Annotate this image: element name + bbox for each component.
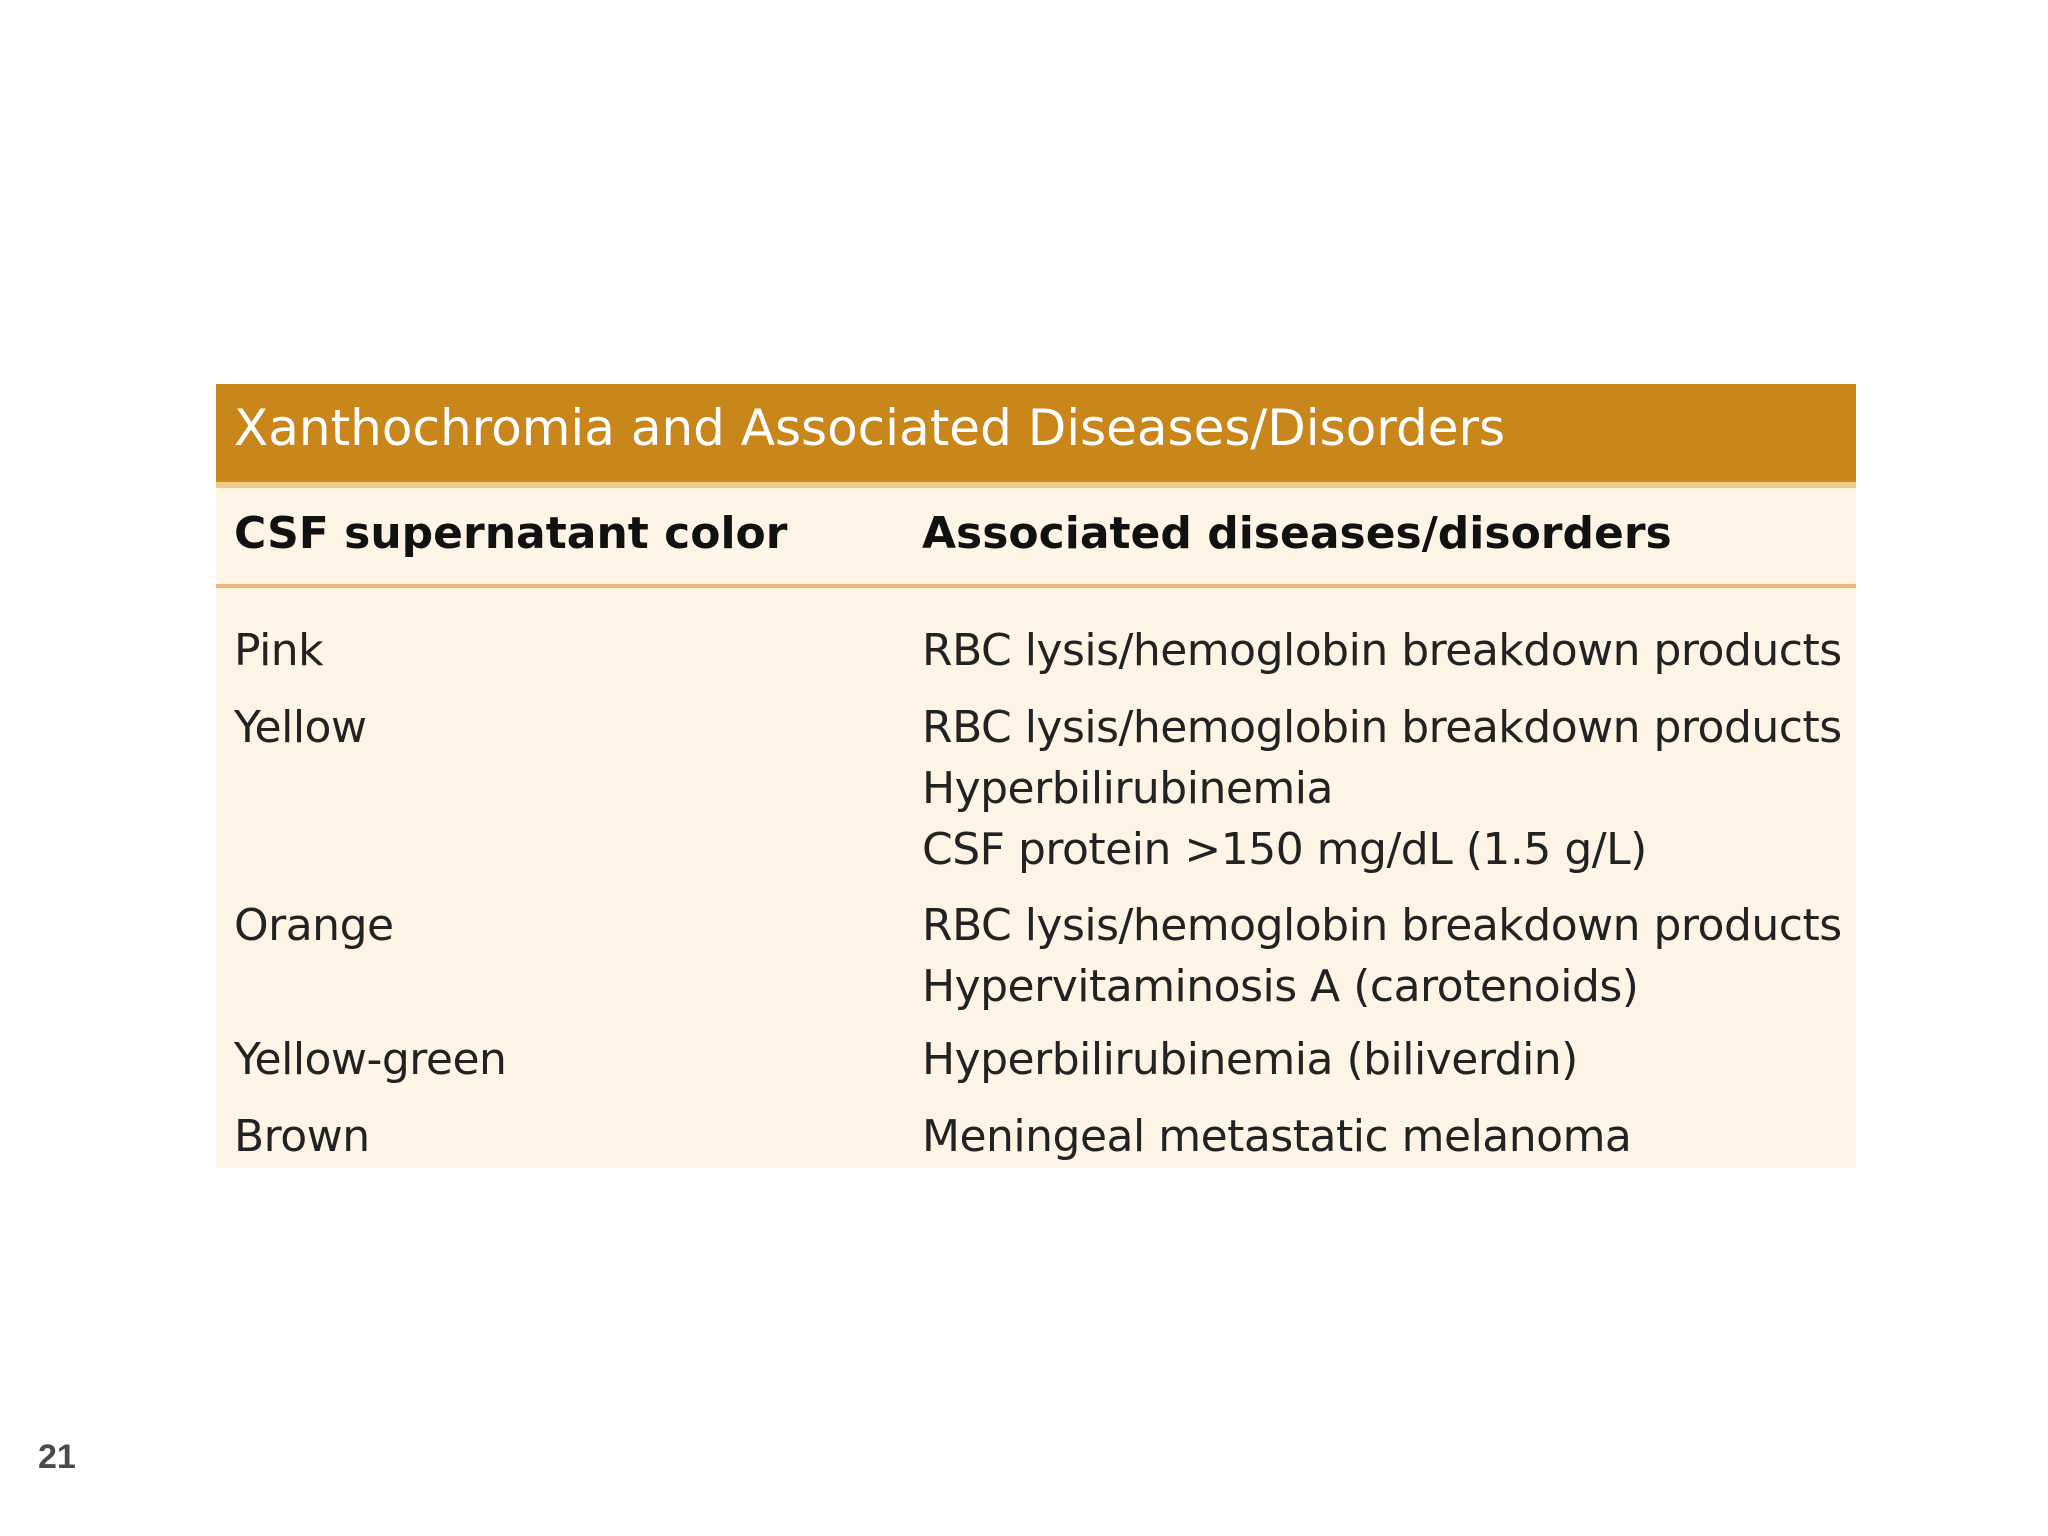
- disease-line: RBC lysis/hemoglobin breakdown products: [922, 900, 1842, 951]
- disease-line: CSF protein >150 mg/dL (1.5 g/L): [922, 824, 1647, 875]
- header-csf-color: CSF supernatant color: [234, 508, 788, 559]
- disease-line: RBC lysis/hemoglobin breakdown products: [922, 625, 1842, 676]
- row-color: Pink: [234, 625, 324, 676]
- row-diseases: [922, 697, 1842, 880]
- disease-line: Hyperbilirubinemia (biliverdin): [922, 1034, 1578, 1085]
- row-color: Yellow: [234, 702, 367, 753]
- row-diseases: [922, 1106, 1631, 1167]
- row-diseases: [922, 1029, 1578, 1090]
- row-diseases: [922, 620, 1842, 681]
- disease-line: Meningeal metastatic melanoma: [922, 1111, 1632, 1162]
- row-color: Brown: [234, 1111, 370, 1162]
- disease-line: RBC lysis/hemoglobin breakdown products: [922, 702, 1842, 753]
- row-color: Yellow-green: [234, 1034, 507, 1085]
- header-associated-diseases: Associated diseases/disorders: [922, 508, 1672, 559]
- xanthochromia-table: [216, 384, 1856, 1168]
- table-title-bar: [216, 384, 1856, 488]
- page-number: 21: [38, 1438, 76, 1476]
- table-header-row: [216, 488, 1856, 588]
- disease-line: Hypervitaminosis A (carotenoids): [922, 961, 1639, 1012]
- row-color: Orange: [234, 900, 394, 951]
- table-title: Xanthochromia and Associated Diseases/Disorders: [234, 399, 1506, 457]
- row-diseases: [922, 895, 1842, 1017]
- disease-line: Hyperbilirubinemia: [922, 763, 1333, 814]
